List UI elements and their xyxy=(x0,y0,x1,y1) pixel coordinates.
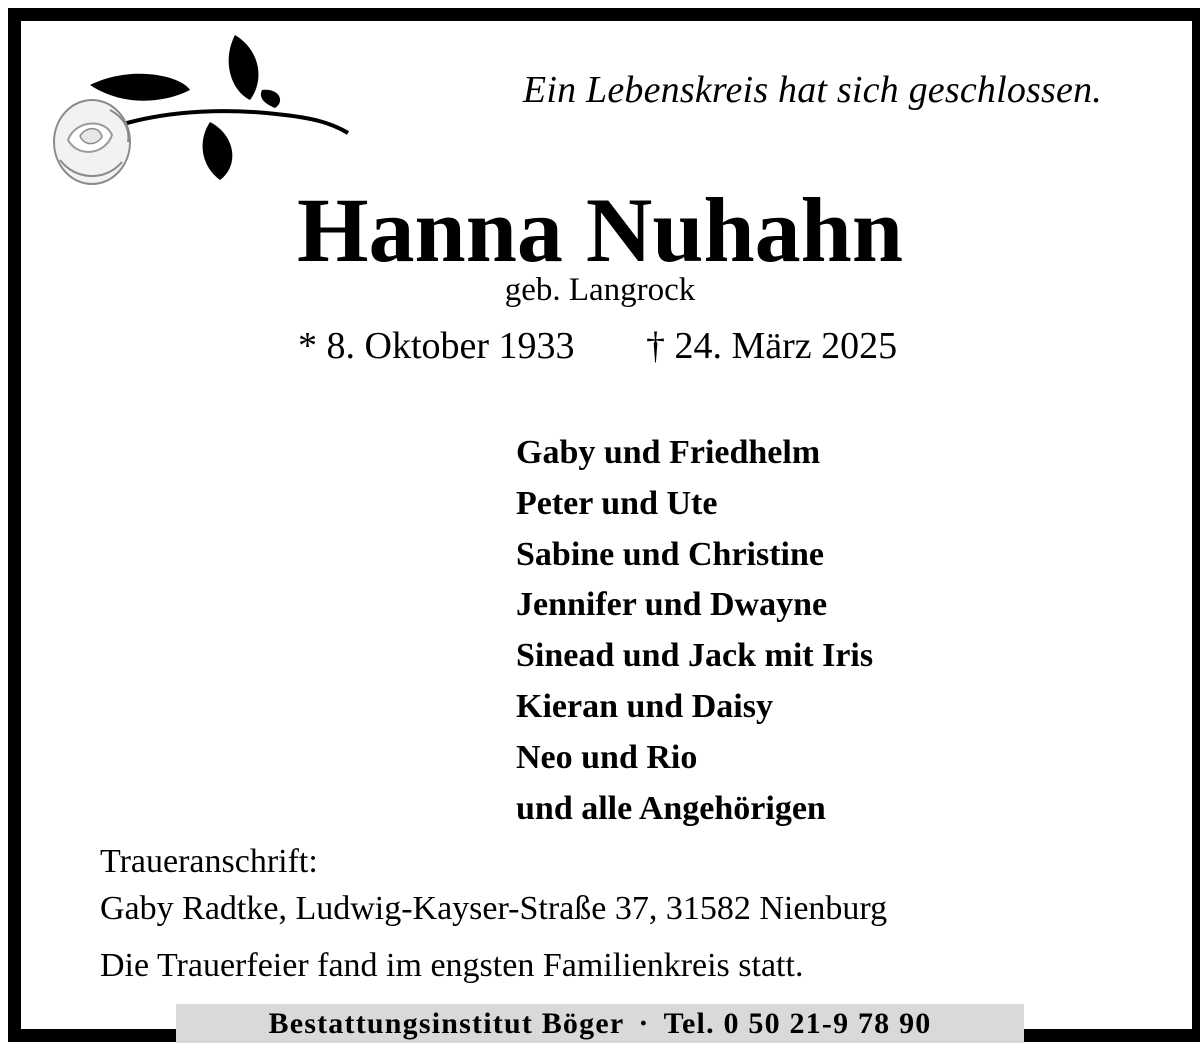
funeral-home-name: Bestattungsinstitut Böger xyxy=(268,1007,625,1040)
footer-separator: · xyxy=(638,1007,650,1040)
service-note: Die Trauerfeier fand im engsten Familienkreis statt. xyxy=(100,947,804,984)
death-date: † 24. März 2025 xyxy=(646,325,898,367)
mourner-item: Neo und Rio xyxy=(516,738,698,776)
birth-date: * 8. Oktober 1933 xyxy=(298,325,575,367)
mourner-item: Sinead und Jack mit Iris xyxy=(516,637,874,675)
funeral-home-phone: Tel. 0 50 21-9 78 90 xyxy=(663,1007,932,1040)
address-label: Traueranschrift: xyxy=(100,843,318,880)
mourner-item: Jennifer und Dwayne xyxy=(516,586,828,624)
mourner-item: Kieran und Daisy xyxy=(516,687,773,725)
mourner-item: Sabine und Christine xyxy=(516,535,824,573)
mourner-item: und alle Angehörigen xyxy=(516,789,826,827)
funeral-home-footer xyxy=(176,1004,1024,1043)
motto: Ein Lebenskreis hat sich geschlossen. xyxy=(522,69,1102,111)
mourner-item: Peter und Ute xyxy=(516,484,718,522)
mourners-list xyxy=(516,428,873,834)
address-value: Gaby Radtke, Ludwig-Kayser-Straße 37, 31582 Nienburg xyxy=(100,890,888,927)
mourner-item: Gaby und Friedhelm xyxy=(516,434,821,471)
deceased-name: Hanna Nuhahn xyxy=(297,179,903,281)
maiden-name: geb. Langrock xyxy=(504,272,696,308)
